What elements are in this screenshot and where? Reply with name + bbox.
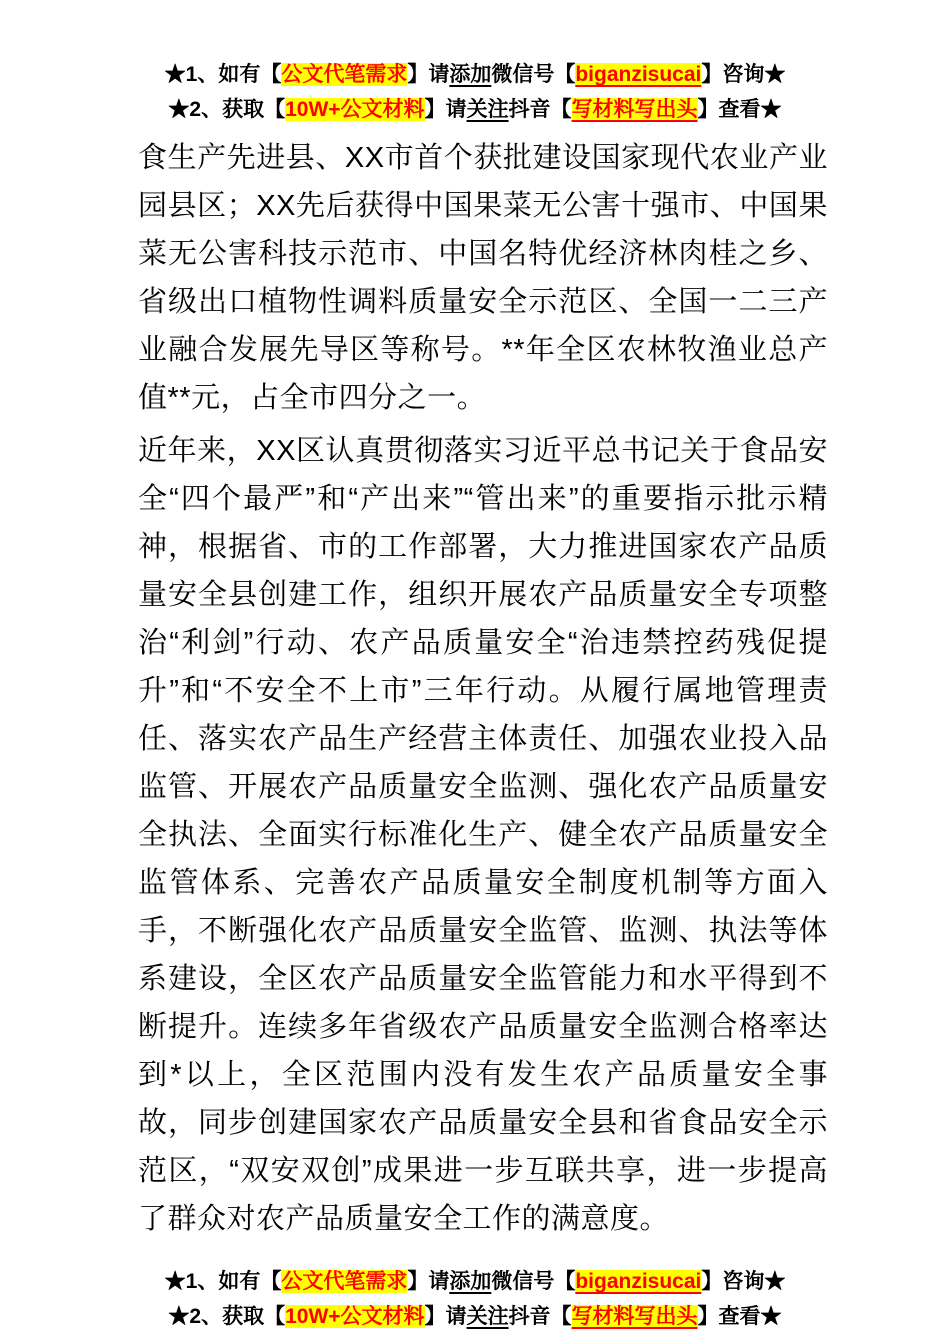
- promo-banner-top-line-1: [0, 57, 950, 92]
- banner-text: 抖音【: [508, 1305, 572, 1328]
- banner-text: ★1、如有【: [164, 63, 282, 86]
- douyin-handle: 写材料写出头: [571, 98, 698, 121]
- promo-banner-bottom: [0, 1248, 950, 1334]
- promo-banner-bottom-line-1: [0, 1264, 950, 1299]
- banner-add-action: 添加: [449, 63, 492, 86]
- banner-follow-action: 关注: [466, 1305, 509, 1328]
- banner-text: 】咨询★: [701, 1270, 786, 1293]
- banner-text: 】请: [424, 1305, 467, 1328]
- banner-text: 】查看★: [697, 1305, 782, 1328]
- body-paragraph-1: 食生产先进县、XX市首个获批建设国家现代农业产业园县区；XX先后获得中国果菜无公害十强市、中国果菜无公害科技示范市、中国名特优经济林肉桂之乡、省级出口植物性调料质量安全示范区、全国一二三产业融合发展先导区等称号。**年全区农林牧渔业总产值**元，占全市四分之一。: [138, 142, 828, 414]
- banner-text: 】请: [407, 1270, 450, 1293]
- banner-text: 】请: [424, 98, 467, 121]
- banner-text: 】查看★: [697, 98, 782, 121]
- promo-highlight-service: 公文代笔需求: [281, 63, 408, 86]
- banner-text: ★2、获取【: [168, 98, 286, 121]
- douyin-handle: 写材料写出头: [571, 1305, 698, 1328]
- banner-text: 微信号【: [491, 63, 576, 86]
- promo-highlight-materials: 10W+公文材料: [285, 1305, 425, 1328]
- banner-text: ★1、如有【: [164, 1270, 282, 1293]
- wechat-id: biganzisucai: [575, 1270, 702, 1293]
- promo-banner-top-line-2: [0, 92, 950, 127]
- document-body: [0, 127, 950, 1248]
- promo-banner-top: [0, 0, 950, 127]
- banner-text: 抖音【: [508, 98, 572, 121]
- banner-add-action: 添加: [449, 1270, 492, 1293]
- wechat-id: biganzisucai: [575, 63, 702, 86]
- body-paragraph-2: 近年来，XX区认真贯彻落实习近平总书记关于食品安全“四个最严”和“产出来”“管出来”的重要指示批示精神，根据省、市的工作部署，大力推进国家农产品质量安全县创建工作，组织开展农产品质量安全专项整治“利剑”行动、农产品质量安全“治违禁控药残促提升”和“不安全不上市”三年行动。从履行属地管理责任、落实农产品生产经营主体责任、加强农业投入品监管、开展农产品质量安全监测、强化农产品质量安全执法、全面实行标准化生产、健全农产品质量安全监管体系、完善农产品质量安全制度机制等方面入手，不断强化农产品质量安全监管、监测、执法等体系建设，全区农产品质量安全监管能力和水平得到不断提升。连续多年省级农产品质量安全监测合格率达到*以上，全区范围内没有发生农产品质量安全事故，同步创建国家农产品质量安全县和省食品安全示范区，“双安双创”成果进一步互联共享，进一步提高了群众对农产品质量安全工作的满意度。: [138, 435, 828, 1235]
- promo-banner-bottom-line-2: [0, 1299, 950, 1334]
- promo-highlight-service: 公文代笔需求: [281, 1270, 408, 1293]
- promo-highlight-materials: 10W+公文材料: [285, 98, 425, 121]
- banner-follow-action: 关注: [466, 98, 509, 121]
- banner-text: ★2、获取【: [168, 1305, 286, 1328]
- banner-text: 】咨询★: [701, 63, 786, 86]
- banner-text: 】请: [407, 63, 450, 86]
- banner-text: 微信号【: [491, 1270, 576, 1293]
